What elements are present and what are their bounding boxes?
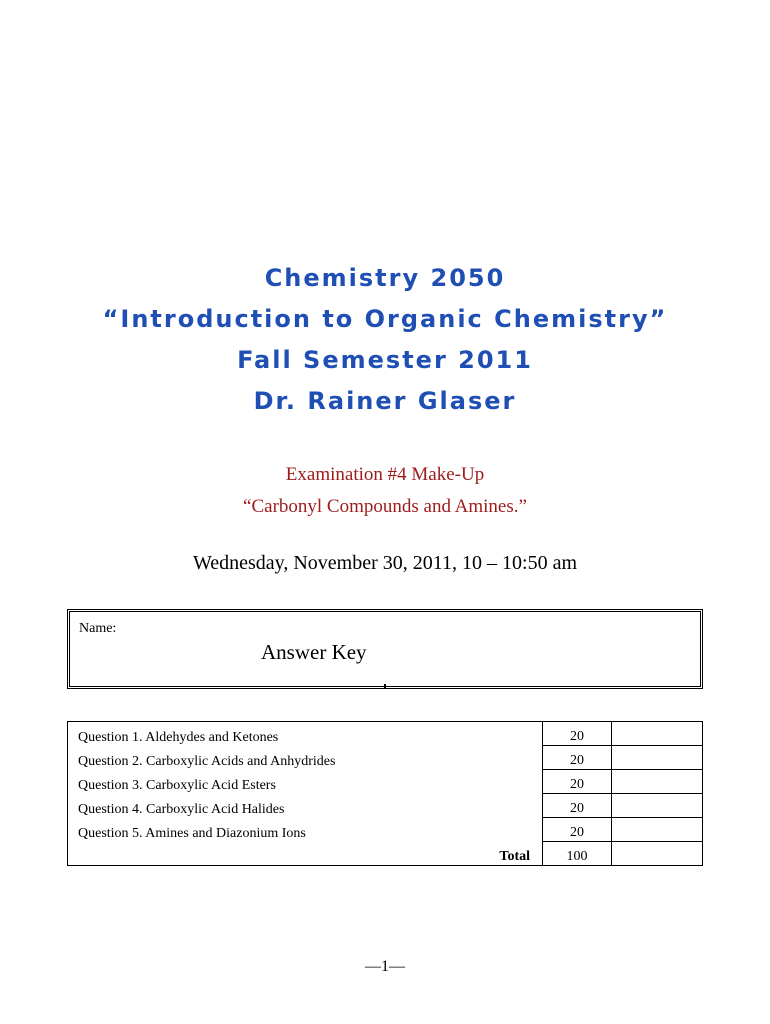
- question-label: Question 1. Aldehydes and Ketones: [68, 722, 543, 746]
- question-points: 20: [543, 770, 612, 794]
- course-name: Chemistry 2050: [264, 264, 506, 292]
- question-score: [612, 722, 703, 746]
- table-row: [68, 794, 703, 818]
- name-box: [67, 609, 703, 689]
- question-label: Question 2. Carboxylic Acids and Anhydrides: [68, 746, 543, 770]
- exam-name: Examination #4 Make-Up: [285, 464, 485, 485]
- question-points: 20: [543, 818, 612, 842]
- table-row: [68, 722, 703, 746]
- question-label: Question 4. Carboxylic Acid Halides: [68, 794, 543, 818]
- divider: [384, 684, 386, 688]
- page-number: —1—: [365, 958, 405, 975]
- question-label: Question 5. Amines and Diazonium Ions: [68, 818, 543, 842]
- course-header: [0, 258, 770, 422]
- total-row: [68, 842, 703, 866]
- question-points: 20: [543, 722, 612, 746]
- table-row: [68, 746, 703, 770]
- exam-info: [0, 459, 770, 523]
- course-title: “Introduction to Organic Chemistry”: [102, 305, 668, 333]
- exam-subtitle: “Carbonyl Compounds and Amines.”: [243, 496, 527, 517]
- question-label: Question 3. Carboxylic Acid Esters: [68, 770, 543, 794]
- name-value: Answer Key: [261, 640, 367, 664]
- instructor: Dr. Rainer Glaser: [253, 387, 517, 415]
- semester: Fall Semester 2011: [237, 346, 533, 374]
- total-label: Total: [68, 842, 543, 866]
- table-row: [68, 770, 703, 794]
- question-score: [612, 794, 703, 818]
- question-points: 20: [543, 746, 612, 770]
- question-score: [612, 818, 703, 842]
- score-table: [67, 721, 703, 866]
- question-score: [612, 770, 703, 794]
- name-label: Name:: [79, 621, 117, 636]
- exam-date: Wednesday, November 30, 2011, 10 – 10:50 am: [192, 552, 578, 574]
- total-points: 100: [543, 842, 612, 866]
- table-row: [68, 818, 703, 842]
- total-score: [612, 842, 703, 866]
- question-score: [612, 746, 703, 770]
- question-points: 20: [543, 794, 612, 818]
